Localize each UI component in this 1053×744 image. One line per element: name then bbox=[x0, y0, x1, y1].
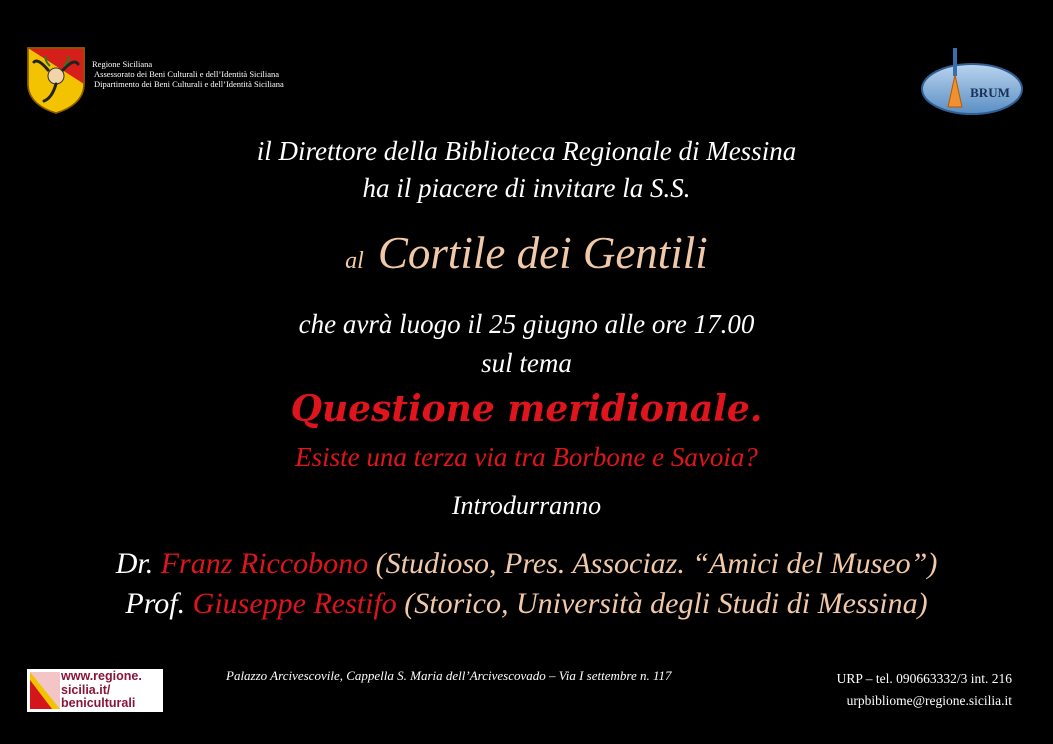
venue-prefix: al bbox=[345, 248, 364, 274]
speaker-role: (Studioso, Pres. Associaz. “Amici del Museo”) bbox=[375, 547, 938, 580]
speaker-line bbox=[0, 547, 1053, 581]
region-department-text bbox=[92, 59, 284, 89]
invitation-line-invite: ha il piacere di invitare la S.S. bbox=[362, 173, 691, 203]
regione-sicilia-logo-icon[interactable] bbox=[27, 669, 163, 712]
brum-logo-text: BRUM bbox=[970, 85, 1010, 100]
site-logo-line: beniculturali bbox=[61, 696, 136, 710]
site-logo-line: www.regione. bbox=[61, 669, 142, 683]
site-logo-triangle-icon bbox=[30, 672, 60, 709]
venue-name: Cortile dei Gentili bbox=[377, 228, 708, 278]
event-date-line: che avrà luogo il 25 giugno alle ore 17.00 bbox=[298, 309, 755, 339]
event-address: Palazzo Arcivescovile, Cappella S. Maria dell’Arcivescovado – Via I settembre n. 117 bbox=[226, 668, 672, 683]
speaker-name: Franz Riccobono bbox=[160, 547, 369, 580]
speaker-role: (Storico, Università degli Studi di Messina) bbox=[404, 587, 928, 620]
region-line: Regione Siciliana bbox=[92, 59, 153, 69]
topic-subtitle: Esiste una terza via tra Borbone e Savoia? bbox=[295, 442, 758, 472]
theme-label: sul tema bbox=[481, 348, 572, 378]
trinacria-crest-icon bbox=[26, 46, 86, 114]
topic-title: Questione meridionale. bbox=[290, 388, 763, 430]
site-logo-line: sicilia.it/ bbox=[61, 682, 111, 697]
speaker-line bbox=[0, 587, 1053, 621]
speaker-title: Prof. bbox=[125, 587, 186, 620]
region-line: Dipartimento dei Beni Culturali e dell’Identità Siciliana bbox=[94, 79, 284, 89]
venue-heading bbox=[0, 227, 1053, 279]
invitation-line-director: il Direttore della Biblioteca Regionale di Messina bbox=[256, 136, 797, 166]
contact-info bbox=[790, 668, 1012, 712]
speaker-name: Giuseppe Restifo bbox=[192, 587, 397, 620]
region-line: Assessorato dei Beni Culturali e dell’Identità Siciliana bbox=[94, 69, 280, 79]
site-logo-text bbox=[61, 670, 142, 711]
speaker-title: Dr. bbox=[115, 547, 154, 580]
speakers-intro-label: Introdurranno bbox=[451, 491, 602, 520]
contact-phone: URP – tel. 090663332/3 int. 216 bbox=[836, 671, 1012, 686]
contact-email[interactable]: urpbibliome@regione.sicilia.it bbox=[846, 693, 1012, 708]
brum-logo-icon bbox=[920, 45, 1028, 117]
